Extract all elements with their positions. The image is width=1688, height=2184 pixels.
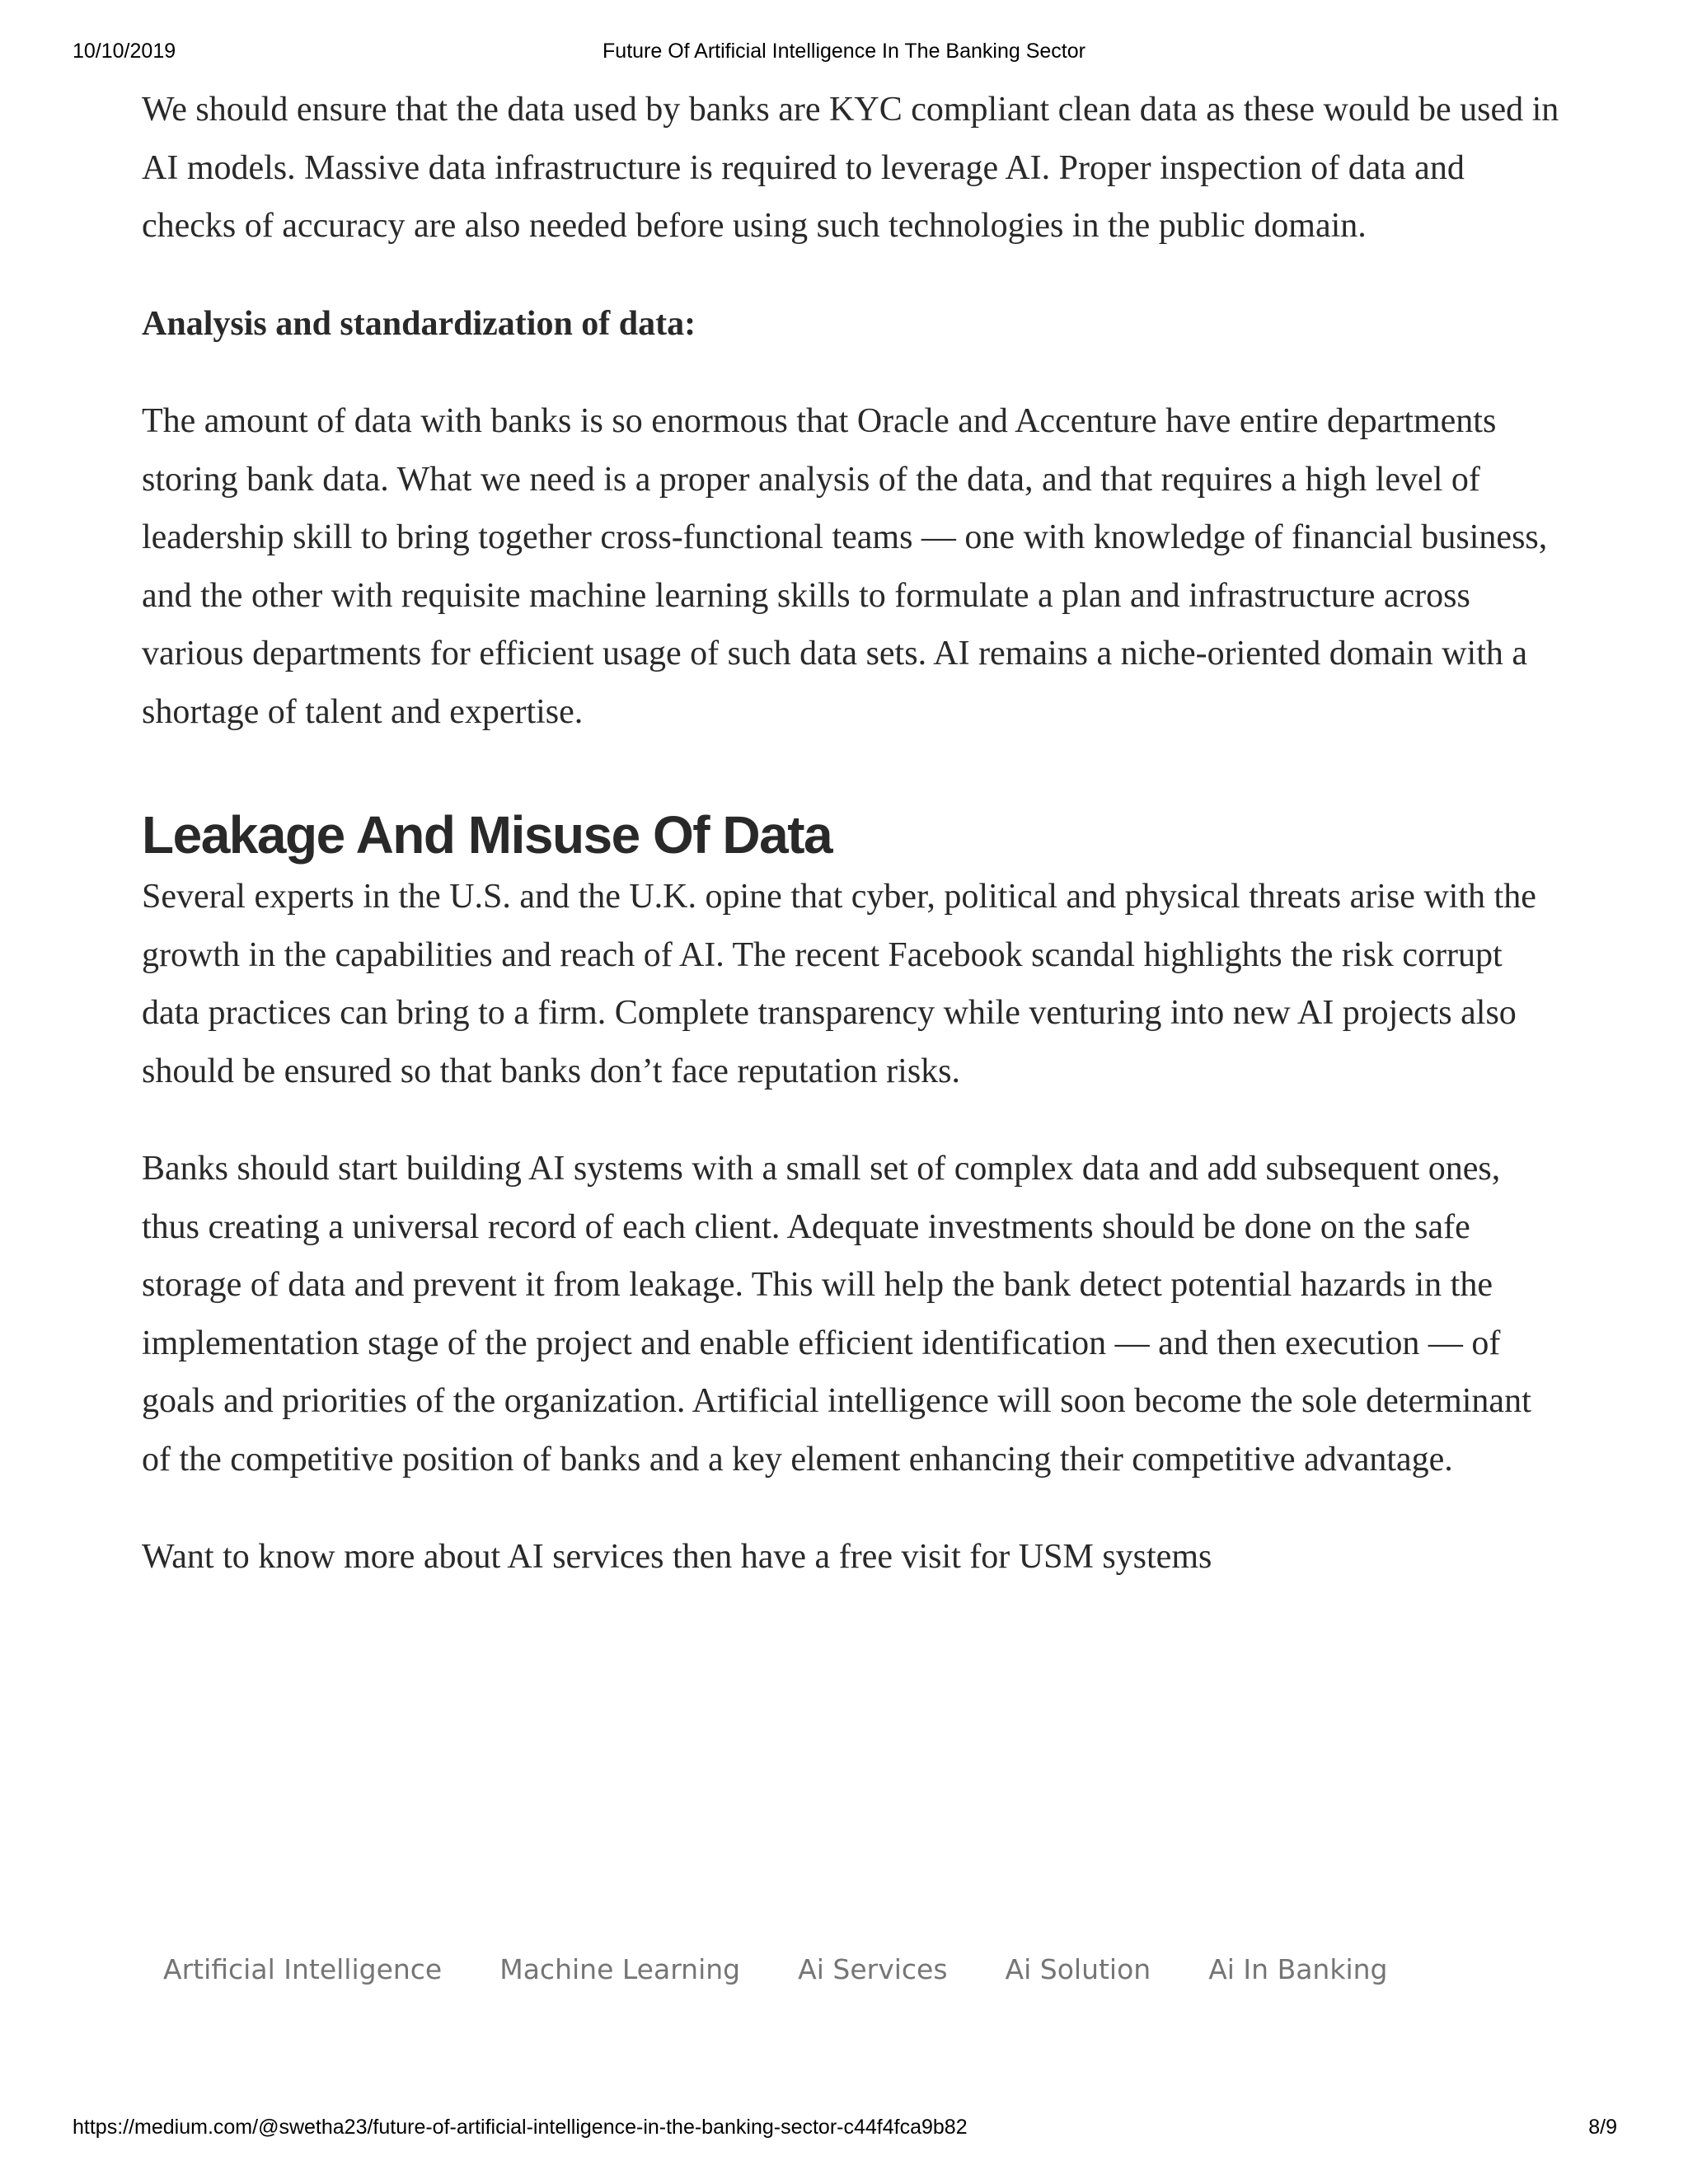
print-footer: [0, 2116, 1688, 2144]
tag-link[interactable]: Ai In Banking: [1187, 1945, 1409, 1994]
print-date: 10/10/2019: [73, 40, 176, 63]
page-number: 8/9: [1588, 2116, 1617, 2139]
tag-link[interactable]: Ai Services: [776, 1945, 968, 1994]
closing-line: Want to know more about AI services then have a free visit for USM systems: [142, 1538, 1212, 1576]
tag-link[interactable]: Machine Learning: [478, 1945, 762, 1994]
tag-list: [142, 1945, 1424, 1994]
leakage-paragraph-2: Banks should start building AI systems with a small set of complex data and add subsequent ones, thus creating a universal record of each client. Adequate investments should be done on the safe storage of data and prevent it from leakage. This will help the bank detect potential hazards in the implementation stage of the project and enable efficient identification — and then execution — of goals and priorities of the organization. Artificial intelligence will soon become the sole determinant of the competitive position of banks and a key element enhancing their competitive advantage.: [142, 1150, 1531, 1479]
tag-link[interactable]: Artificial Intelligence: [142, 1945, 463, 1994]
print-header: [0, 40, 1688, 68]
article-body: [142, 81, 1559, 1586]
analysis-paragraph: The amount of data with banks is so enormous that Oracle and Accenture have entire departments storing bank data. What we need is a proper analysis of the data, and that requires a high level of leadership skill to bring together cross-functional teams — one with knowledge of financial business, and the other with requisite machine learning skills to formulate a plan and infrastructure across various departments for efficient usage of such data sets. AI remains a niche-oriented domain with a shortage of talent and expertise.: [142, 402, 1548, 731]
intro-paragraph: We should ensure that the data used by banks are KYC compliant clean data as these would be used in AI models. Massive data infrastructure is required to leverage AI. Proper inspection of data and checks of accuracy are also needed before using such technologies in the public domain.: [142, 91, 1559, 245]
print-page-title: Future Of Artificial Intelligence In The Banking Sector: [603, 40, 1085, 63]
leakage-paragraph-1: Several experts in the U.S. and the U.K. opine that cyber, political and physical threats arise with the growth in the capabilities and reach of AI. The recent Facebook scandal highlights the risk corrupt data practices can bring to a firm. Complete transparency while venturing into new AI projects also should be ensured so that banks don’t face reputation risks.: [142, 878, 1536, 1090]
tag-link[interactable]: Ai Solution: [984, 1945, 1173, 1994]
print-url: https://medium.com/@swetha23/future-of-artificial-intelligence-in-the-banking-sector-c44f4fca9b82: [73, 2116, 968, 2139]
subheading: Analysis and standardization of data:: [142, 304, 696, 343]
section-heading: Leakage And Misuse Of Data: [142, 805, 832, 865]
